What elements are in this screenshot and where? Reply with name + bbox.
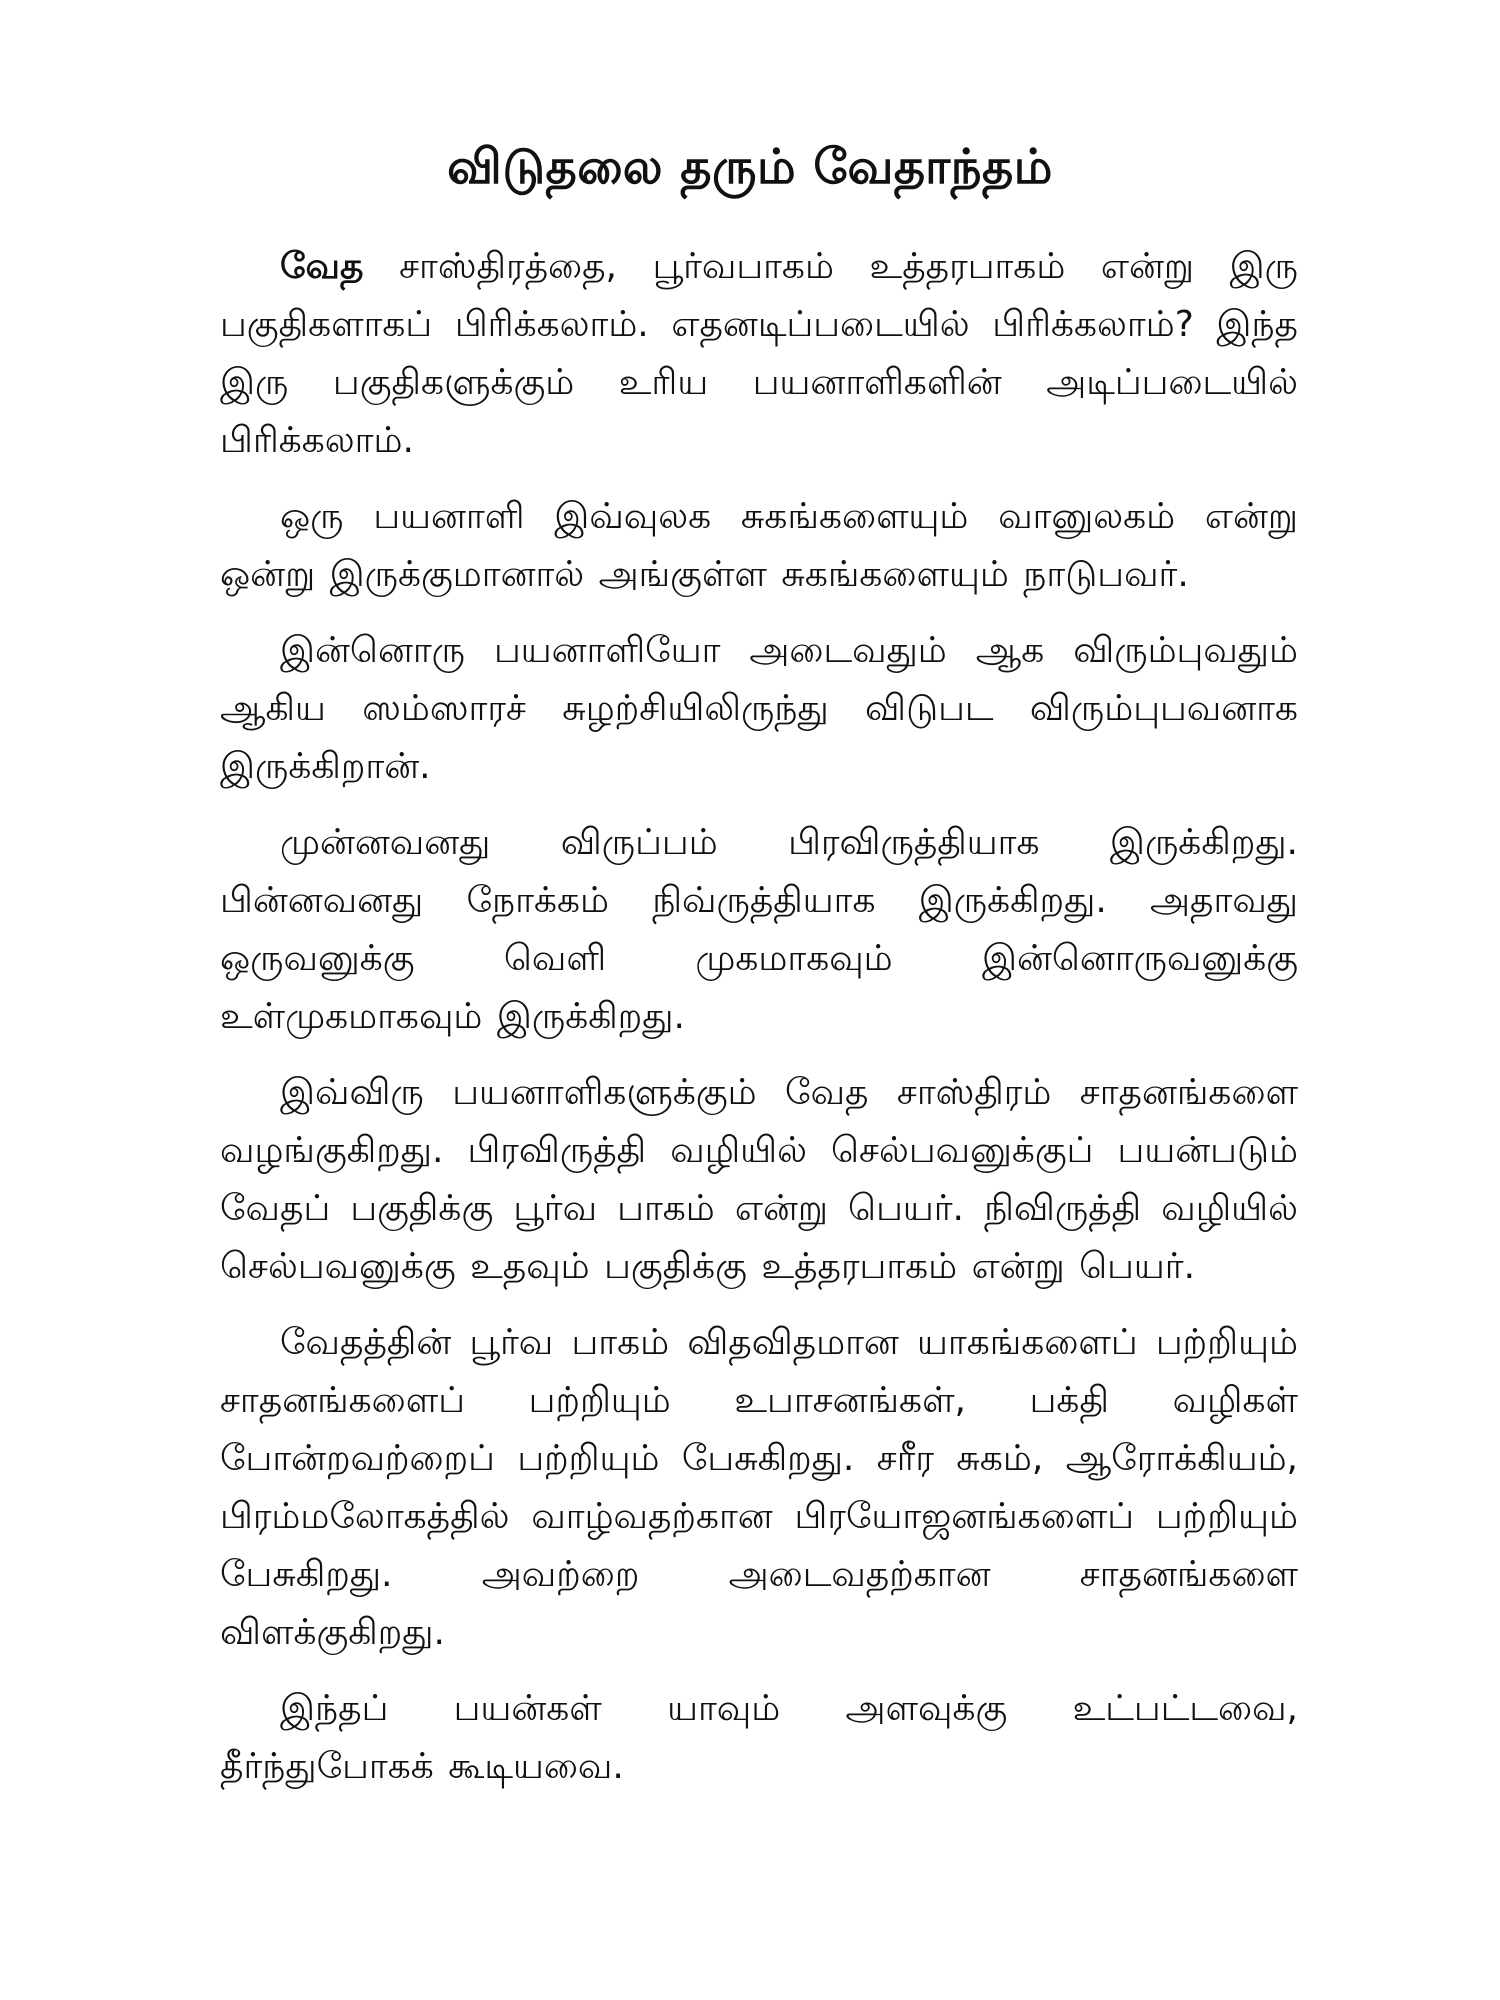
paragraph-1-text: சாஸ்திரத்தை, பூர்வபாகம் உத்தரபாகம் என்று இரு பகுதிகளாகப் பிரிக்கலாம். எதனடிப்படையில் பிரிக்கலாம்? இந்த இரு பகுதிகளுக்கும் உரிய பயனாளிகளின் அடிப்படையில் பிரிக்கலாம். <box>220 246 1298 461</box>
paragraph-1 <box>220 238 1298 470</box>
paragraph-5: இவ்விரு பயனாளிகளுக்கும் வேத சாஸ்திரம் சாதனங்களை வழங்குகிறது. பிரவிருத்தி வழியில் செல்பவனுக்குப் பயன்படும் வேதப் பகுதிக்கு பூர்வ பாகம் என்று பெயர். நிவிருத்தி வழியில் செல்பவனுக்கு உதவும் பகுதிக்கு உத்தரபாகம் என்று பெயர். <box>220 1072 1298 1287</box>
body-text <box>220 238 1298 1814</box>
paragraph-lead-word: வேத <box>280 246 364 287</box>
paragraph-3: இன்னொரு பயனாளியோ அடைவதும் ஆக விரும்புவதும் ஆகிய ஸம்ஸாரச் சுழற்சியிலிருந்து விடுபட விரும்புபவனாக இருக்கிறான். <box>220 630 1298 787</box>
paragraph-4: முன்னவனது விருப்பம் பிரவிருத்தியாக இருக்கிறது. பின்னவனது நோக்கம் நிவ்ருத்தியாக இருக்கிறது. அதாவது ஒருவனுக்கு வெளி முகமாகவும் இன்னொருவனுக்கு உள்முகமாகவும் இருக்கிறது. <box>220 822 1298 1037</box>
paragraph-2: ஒரு பயனாளி இவ்வுலக சுகங்களையும் வானுலகம் என்று ஒன்று இருக்குமானால் அங்குள்ள சுகங்களையும் நாடுபவர். <box>220 496 1298 595</box>
paragraph-6: வேதத்தின் பூர்வ பாகம் விதவிதமான யாகங்களைப் பற்றியும் சாதனங்களைப் பற்றியும் உபாசனங்கள், பக்தி வழிகள் போன்றவற்றைப் பற்றியும் பேசுகிறது. சரீர சுகம், ஆரோக்கியம், பிரம்மலோகத்தில் வாழ்வதற்கான பிரயோஜனங்களைப் பற்றியும் பேசுகிறது. அவற்றை அடைவதற்கான சாதனங்களை விளக்குகிறது. <box>220 1322 1298 1653</box>
page-title: விடுதலை தரும் வேதாந்தம் <box>447 139 1053 196</box>
paragraph-7: இந்தப் பயன்கள் யாவும் அளவுக்கு உட்பட்டவை, தீர்ந்துபோகக் கூடியவை. <box>220 1688 1298 1787</box>
